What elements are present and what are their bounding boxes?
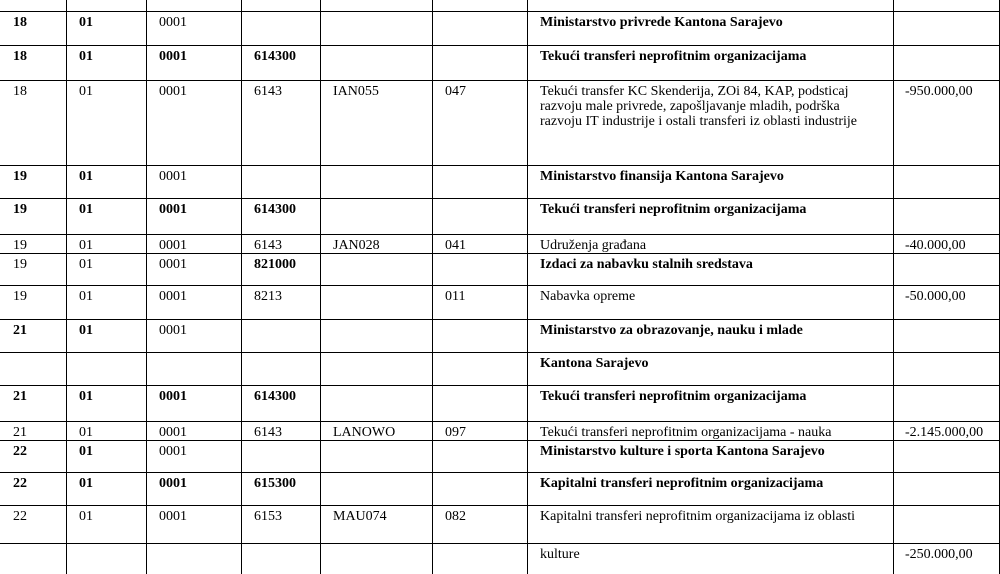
cell-opis: Kapitalni transferi neprofitnim organizacijama iz oblasti: [540, 509, 856, 524]
row-divider: [0, 543, 1000, 544]
cell-projekt: JAN028: [333, 238, 380, 253]
cell-konto: 821000: [254, 257, 296, 272]
cell-podorganizacija: 01: [79, 202, 93, 217]
cell-organizacija: 18: [13, 15, 27, 30]
cell-opis: Izdaci za nabavku stalnih sredstava: [540, 257, 753, 272]
row-divider: [0, 165, 1000, 166]
row-divider: [0, 385, 1000, 386]
cell-funkcija: 082: [445, 509, 466, 524]
cell-podorganizacija: 01: [79, 425, 93, 440]
cell-program: 0001: [159, 389, 187, 404]
row-divider: [0, 505, 1000, 506]
cell-opis: kulture: [540, 547, 580, 562]
row-divider: [0, 234, 1000, 235]
cell-program: 0001: [159, 323, 187, 338]
row-divider: [0, 80, 1000, 81]
cell-iznos: -2.145.000,00: [905, 425, 984, 440]
cell-podorganizacija: 01: [79, 49, 93, 64]
cell-funkcija: 097: [445, 425, 466, 440]
cell-podorganizacija: 01: [79, 15, 93, 30]
cell-opis: Tekući transferi neprofitnim organizacijama: [540, 389, 807, 404]
column-divider: [432, 0, 433, 574]
cell-konto: 6153: [254, 509, 282, 524]
cell-opis: Kapitalni transferi neprofitnim organizacijama: [540, 476, 824, 491]
cell-organizacija: 21: [13, 323, 27, 338]
cell-podorganizacija: 01: [79, 323, 93, 338]
cell-funkcija: 011: [445, 289, 466, 304]
cell-organizacija: 19: [13, 257, 27, 272]
row-divider: [0, 198, 1000, 199]
cell-iznos: -250.000,00: [905, 547, 973, 562]
cell-podorganizacija: 01: [79, 238, 93, 253]
row-divider: [0, 11, 1000, 12]
cell-podorganizacija: 01: [79, 509, 93, 524]
cell-program: 0001: [159, 202, 187, 217]
cell-organizacija: 22: [13, 476, 27, 491]
cell-podorganizacija: 01: [79, 84, 93, 99]
column-divider: [66, 0, 67, 574]
cell-program: 0001: [159, 49, 187, 64]
cell-podorganizacija: 01: [79, 476, 93, 491]
cell-podorganizacija: 01: [79, 169, 93, 184]
cell-opis: Tekući transfer KC Skenderija, ZOi 84, KAP, podsticaj razvoju male privrede, zapošljavanje mladih, podrška razvoju IT industrije i ostali transferi iz oblasti industrije: [540, 84, 858, 129]
cell-organizacija: 22: [13, 509, 27, 524]
cell-funkcija: 041: [445, 238, 466, 253]
cell-organizacija: 19: [13, 238, 27, 253]
cell-iznos: -950.000,00: [905, 84, 973, 99]
row-divider: [0, 352, 1000, 353]
cell-organizacija: 22: [13, 444, 27, 459]
cell-konto: 614300: [254, 202, 296, 217]
cell-organizacija: 21: [13, 425, 27, 440]
cell-konto: 615300: [254, 476, 296, 491]
row-divider: [0, 421, 1000, 422]
row-divider: [0, 319, 1000, 320]
row-divider: [0, 472, 1000, 473]
cell-projekt: LANOWO: [333, 425, 396, 440]
cell-organizacija: 18: [13, 49, 27, 64]
cell-opis: Ministarstvo privrede Kantona Sarajevo: [540, 15, 783, 30]
cell-program: 0001: [159, 15, 187, 30]
cell-projekt: IAN055: [333, 84, 379, 99]
cell-organizacija: 19: [13, 169, 27, 184]
cell-opis: Tekući transferi neprofitnim organizacijama - nauka: [540, 425, 832, 440]
column-divider: [527, 0, 528, 574]
cell-program: 0001: [159, 444, 187, 459]
row-divider: [0, 440, 1000, 441]
cell-program: 0001: [159, 257, 187, 272]
row-divider: [0, 253, 1000, 254]
cell-podorganizacija: 01: [79, 389, 93, 404]
cell-organizacija: 19: [13, 202, 27, 217]
cell-program: 0001: [159, 425, 187, 440]
column-divider: [241, 0, 242, 574]
cell-organizacija: 18: [13, 84, 27, 99]
cell-opis: Kantona Sarajevo: [540, 356, 649, 371]
cell-podorganizacija: 01: [79, 289, 93, 304]
cell-podorganizacija: 01: [79, 257, 93, 272]
cell-opis: Tekući transferi neprofitnim organizacijama: [540, 202, 807, 217]
cell-opis: Tekući transferi neprofitnim organizacijama: [540, 49, 807, 64]
cell-organizacija: 21: [13, 389, 27, 404]
cell-funkcija: 047: [445, 84, 466, 99]
column-divider: [320, 0, 321, 574]
cell-konto: 6143: [254, 238, 282, 253]
cell-organizacija: 19: [13, 289, 27, 304]
cell-konto: 8213: [254, 289, 282, 304]
cell-konto: 614300: [254, 389, 296, 404]
cell-opis: Ministarstvo za obrazovanje, nauku i mlade: [540, 323, 803, 338]
cell-konto: 6143: [254, 84, 282, 99]
cell-program: 0001: [159, 238, 187, 253]
cell-opis: Ministarstvo kulture i sporta Kantona Sarajevo: [540, 444, 825, 459]
row-divider: [0, 285, 1000, 286]
column-divider: [893, 0, 894, 574]
row-divider: [0, 45, 1000, 46]
cell-program: 0001: [159, 84, 187, 99]
cell-opis: Nabavka opreme: [540, 289, 636, 304]
column-divider: [146, 0, 147, 574]
cell-konto: 614300: [254, 49, 296, 64]
cell-iznos: -40.000,00: [905, 238, 966, 253]
cell-program: 0001: [159, 509, 187, 524]
cell-iznos: -50.000,00: [905, 289, 966, 304]
cell-podorganizacija: 01: [79, 444, 93, 459]
cell-projekt: MAU074: [333, 509, 387, 524]
cell-opis: Ministarstvo finansija Kantona Sarajevo: [540, 169, 784, 184]
cell-opis: Udruženja građana: [540, 238, 647, 253]
cell-program: 0001: [159, 476, 187, 491]
cell-program: 0001: [159, 169, 187, 184]
cell-konto: 6143: [254, 425, 282, 440]
cell-program: 0001: [159, 289, 187, 304]
